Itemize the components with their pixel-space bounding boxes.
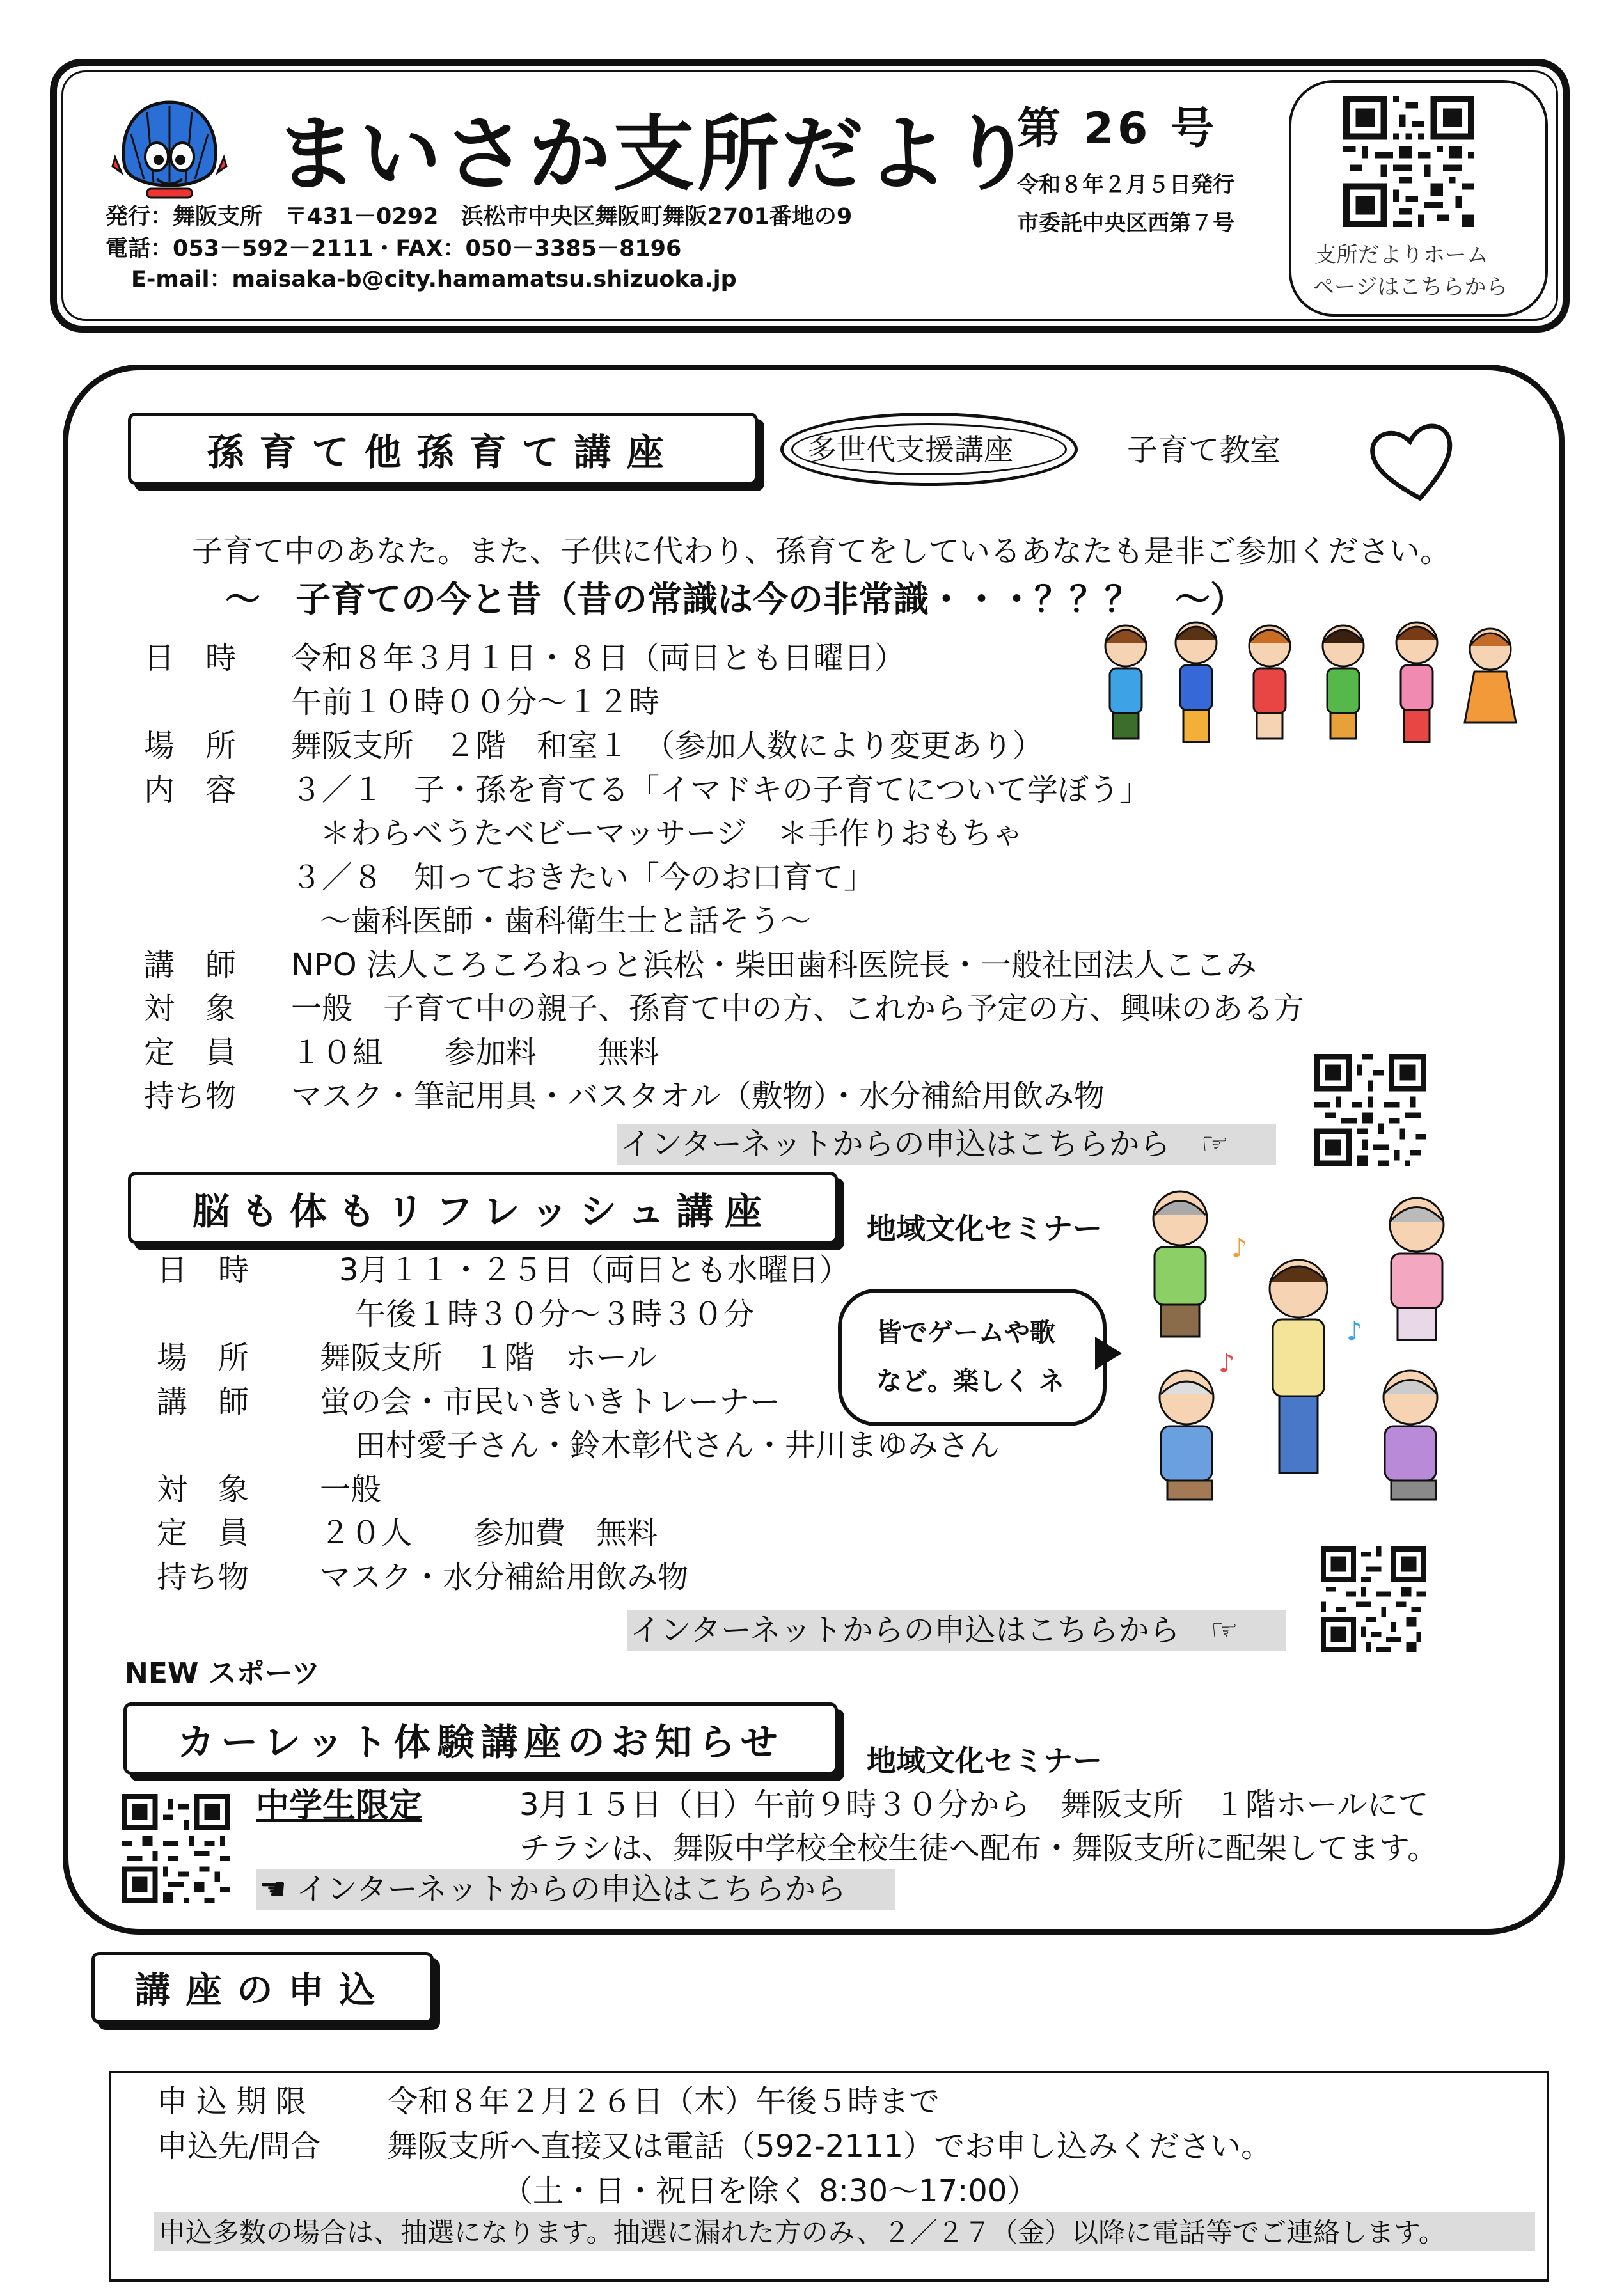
detail-label: 場 所 bbox=[157, 1340, 249, 1376]
section1-intro: 子育て中のあなた。また、子供に代わり、孫育てをしているあなたも是非ご参加ください。 bbox=[192, 533, 1451, 569]
detail-value: 舞阪支所 １階 ホール bbox=[320, 1340, 658, 1376]
qr-code-section1[interactable] bbox=[1314, 1054, 1426, 1166]
detail-label: 日 時 bbox=[144, 640, 237, 676]
application-title-box bbox=[91, 1952, 434, 2024]
newsletter-title: まいさか支所だより bbox=[275, 107, 1036, 202]
detail-value: 3月１１・２５日（両日とも水曜日） bbox=[339, 1252, 850, 1288]
section3-title: カーレット体験講座のお知らせ bbox=[177, 1720, 784, 1764]
section2-apply-link[interactable]: インターネットからの申込はこちらから ☞ bbox=[630, 1612, 1238, 1648]
detail-label: 内 容 bbox=[144, 771, 237, 808]
section-title-box bbox=[128, 1172, 838, 1244]
section3-line2: チラシは、舞阪中学校全校生徒へ配布・舞阪支所に配架してます。 bbox=[519, 1830, 1439, 1866]
detail-value: 令和８年３月１日・８日（両日とも日曜日） bbox=[291, 640, 906, 676]
qr-caption-line1: 支所だよりホーム bbox=[1314, 242, 1488, 268]
detail-label: 日 時 bbox=[157, 1252, 249, 1288]
detail-value: 蛍の会・市民いきいきトレーナー bbox=[320, 1383, 781, 1420]
qr-code-section3[interactable] bbox=[122, 1794, 230, 1903]
contact-value: 舞阪支所へ直接又は電話（592-2111）でお申し込みください。 bbox=[387, 2128, 1272, 2164]
publisher-address: 発行：舞阪支所 〒431－0292 浜松市中央区舞阪町舞阪2701番地の9 bbox=[106, 204, 853, 230]
heart-icon bbox=[1369, 422, 1458, 502]
detail-label: 講 師 bbox=[144, 947, 237, 983]
section1-title: 孫育て他孫育て講座 bbox=[207, 430, 679, 474]
new-sports-label: NEW スポーツ bbox=[125, 1657, 320, 1690]
detail-value: ２０人 参加費 無料 bbox=[320, 1515, 658, 1551]
svg-text:♪: ♪ bbox=[1346, 1317, 1363, 1346]
section-title-box bbox=[128, 413, 758, 485]
detail-value: 田村愛子さん・鈴木彰代さん・井川まゆみさん bbox=[355, 1427, 1000, 1463]
detail-value: ～歯科医師・歯科衛生士と話そう～ bbox=[320, 903, 812, 939]
detail-value: 一般 子育て中の親子、孫育て中の方、これから予定の方、興味のある方 bbox=[291, 991, 1305, 1026]
detail-label: 対 象 bbox=[157, 1471, 249, 1507]
speech-bubble-tail bbox=[1095, 1337, 1122, 1370]
detail-value: NPO 法人ころころねっと浜松・柴田歯科医院長・一般社団法人ここみ bbox=[291, 947, 1257, 983]
issue-date: 令和８年２月５日発行 bbox=[1017, 172, 1234, 198]
detail-label: 場 所 bbox=[144, 728, 237, 764]
detail-label: 定 員 bbox=[157, 1515, 249, 1551]
bubble-text-2: など。楽しく ネ bbox=[876, 1367, 1064, 1396]
deadline-label: 申込期限 bbox=[157, 2084, 316, 2119]
detail-value: ３／１ 子・孫を育てる「イマドキの子育てについて学ぼう」 bbox=[291, 771, 1151, 808]
office-hours: （土・日・祝日を除く 8:30～17:00） bbox=[502, 2173, 1038, 2209]
section3-line1: 3月１５日（日）午前９時３０分から 舞阪支所 １階ホールにて bbox=[519, 1787, 1429, 1823]
bubble-text-1: 皆でゲームや歌 bbox=[876, 1318, 1055, 1348]
detail-label: 定 員 bbox=[144, 1034, 237, 1071]
detail-value: 午前１０時００分～１２時 bbox=[291, 684, 660, 720]
detail-label: 持ち物 bbox=[157, 1559, 249, 1595]
distribution-number: 市委託中央区西第７号 bbox=[1017, 210, 1234, 236]
detail-value: ＊わらべうたベビーマッサージ ＊手作りおもちゃ bbox=[320, 815, 1023, 851]
detail-value: 午後１時３０分～３時３０分 bbox=[355, 1296, 755, 1332]
detail-value: １０組 参加料 無料 bbox=[291, 1034, 660, 1071]
qr-caption-line2: ページはこちらから bbox=[1313, 274, 1508, 300]
detail-label: 対 象 bbox=[144, 991, 237, 1026]
section3-tag: 地域文化セミナー bbox=[867, 1743, 1102, 1778]
phone-fax: 電話：053－592－2111・FAX：050－3385－8196 bbox=[106, 236, 682, 262]
seniors-illustration bbox=[1135, 1180, 1468, 1513]
speech-bubble bbox=[838, 1289, 1107, 1426]
detail-label: 講 師 bbox=[157, 1383, 249, 1420]
section2-title: 脳も体もリフレッシュ講座 bbox=[193, 1189, 773, 1233]
section-title-box bbox=[123, 1702, 838, 1775]
section1-theme: ～ 子育ての今と昔（昔の常識は今の非常識・・・？？？ ～） bbox=[225, 579, 1246, 620]
lottery-note: 申込多数の場合は、抽選になります。抽選に漏れた方のみ、２／２７（金）以降に電話等でご連絡します。 bbox=[159, 2217, 1446, 2248]
shell-mascot-icon bbox=[109, 96, 230, 205]
section1-subtag: 子育て教室 bbox=[1127, 432, 1281, 468]
detail-value: マスク・水分補給用飲み物 bbox=[320, 1559, 689, 1595]
svg-text:♪: ♪ bbox=[1231, 1234, 1248, 1263]
deadline-value: 令和８年２月２６日（木）午後５時まで bbox=[387, 2084, 940, 2119]
section1-tag: 多世代支援講座 bbox=[807, 432, 1013, 467]
qr-code-section2[interactable] bbox=[1321, 1546, 1426, 1652]
qr-code-homepage[interactable] bbox=[1343, 96, 1474, 227]
section2-tag: 地域文化セミナー bbox=[867, 1211, 1102, 1246]
contact-label: 申込先/問合 bbox=[157, 2128, 321, 2164]
issue-number: 第 26 号 bbox=[1017, 104, 1218, 154]
junior-high-limited: 中学生限定 bbox=[256, 1787, 423, 1825]
application-title: 講座の申込 bbox=[134, 1970, 391, 2011]
detail-value: 舞阪支所 ２階 和室１ （参加人数により変更あり） bbox=[291, 728, 1044, 764]
detail-value: ３／８ 知っておきたい「今のお口育て」 bbox=[291, 859, 875, 895]
detail-value: マスク・筆記用具・バスタオル（敷物）・水分補給用飲み物 bbox=[291, 1078, 1105, 1114]
children-illustration bbox=[1081, 614, 1541, 767]
email-address: E-mail：maisaka-b@city.hamamatsu.shizuoka.jp bbox=[131, 267, 737, 292]
section1-apply-link[interactable]: インターネットからの申込はこちらから ☞ bbox=[620, 1126, 1229, 1162]
svg-text:♪: ♪ bbox=[1218, 1349, 1235, 1378]
detail-label: 持ち物 bbox=[144, 1078, 237, 1114]
detail-value: 一般 bbox=[320, 1471, 382, 1507]
section3-apply-link[interactable]: ☚ インターネットからの申込はこちらから bbox=[259, 1871, 846, 1907]
